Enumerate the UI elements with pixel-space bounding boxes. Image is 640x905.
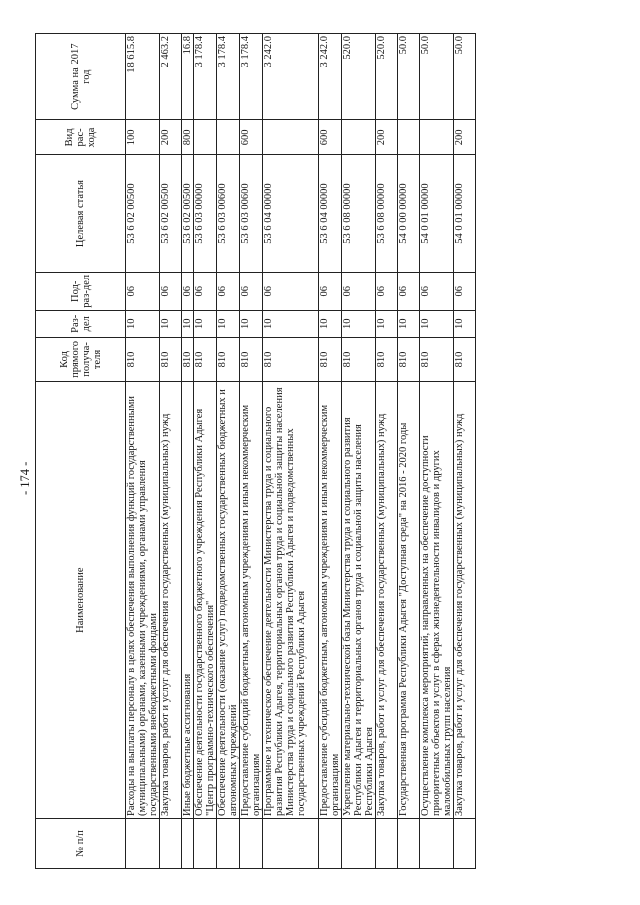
cell-num: [342, 818, 376, 868]
cell-amount: 3 178.4: [194, 34, 217, 120]
cell-code: 810: [319, 337, 342, 382]
cell-amount: 3 178.4: [217, 34, 240, 120]
cell-section: 10: [160, 310, 182, 337]
budget-table: [35, 33, 476, 869]
cell-num: [398, 818, 420, 868]
cell-num: [263, 818, 319, 868]
cell-target: 53 6 03 00600: [217, 155, 240, 272]
cell-target: 54 0 00 00000: [398, 155, 420, 272]
cell-subsection: 06: [319, 272, 342, 310]
cell-section: 10: [376, 310, 398, 337]
cell-name: Программное и техническое обеспечение деятельности Министерства труда и социального развития Республики Адыгея, территориальных органов труда и социальной защиты населения Министерства труда и социального развития Республики Адыгея и подведомственных государственных учреждений Республики Адыгея: [263, 382, 319, 819]
table-row: [319, 34, 342, 869]
cell-subsection: 06: [126, 272, 160, 310]
table-row: [126, 34, 160, 869]
table-row: [182, 34, 194, 869]
cell-num: [319, 818, 342, 868]
cell-type: [217, 120, 240, 155]
cell-type: [420, 120, 454, 155]
cell-amount: 50.0: [454, 34, 476, 120]
cell-section: 10: [182, 310, 194, 337]
cell-section: 10: [420, 310, 454, 337]
cell-subsection: 06: [420, 272, 454, 310]
table-row: [263, 34, 319, 869]
cell-amount: 3 242.0: [263, 34, 319, 120]
header-amount: Сумма на 2017 год: [36, 34, 126, 120]
cell-amount: 50.0: [420, 34, 454, 120]
cell-target: 53 6 08 00000: [342, 155, 376, 272]
cell-type: [263, 120, 319, 155]
cell-type: 200: [454, 120, 476, 155]
cell-subsection: 06: [398, 272, 420, 310]
cell-type: [194, 120, 217, 155]
cell-name: Предоставление субсидий бюджетным, автономным учреждениям и иным некоммерческим организациям: [319, 382, 342, 819]
cell-subsection: 06: [182, 272, 194, 310]
cell-subsection: 06: [454, 272, 476, 310]
cell-amount: 18 615.8: [126, 34, 160, 120]
cell-name: Обеспечение деятельности (оказание услуг) подведомственных государственных бюджетных и автономных учреждений: [217, 382, 240, 819]
cell-type: [398, 120, 420, 155]
cell-target: 53 6 03 00000: [194, 155, 217, 272]
cell-amount: 50.0: [398, 34, 420, 120]
header-name: Наименование: [36, 382, 126, 819]
cell-section: 10: [319, 310, 342, 337]
table-row: [217, 34, 240, 869]
cell-target: 54 0 01 00000: [454, 155, 476, 272]
cell-target: 53 6 02 00500: [126, 155, 160, 272]
cell-num: [420, 818, 454, 868]
cell-num: [240, 818, 263, 868]
header-code: Код прямого получа-теля: [36, 337, 126, 382]
cell-code: 810: [160, 337, 182, 382]
table-row: [160, 34, 182, 869]
header-subsection: Под-раз-дел: [36, 272, 126, 310]
table-row: [420, 34, 454, 869]
cell-subsection: 06: [217, 272, 240, 310]
cell-subsection: 06: [342, 272, 376, 310]
cell-type: 600: [240, 120, 263, 155]
table-row: [398, 34, 420, 869]
cell-name: Расходы на выплаты персоналу в целях обеспечения выполнения функций государственными (муниципальными) органами, казенными учреждениями, органами управления государственными внебюджетными фондами: [126, 382, 160, 819]
cell-name: Обеспечение деятельности государственного бюджетного учреждения Республики Адыгея "Центр программно-технического обеспечения": [194, 382, 217, 819]
cell-section: 10: [194, 310, 217, 337]
cell-amount: 16.8: [182, 34, 194, 120]
cell-code: 810: [342, 337, 376, 382]
cell-target: 54 0 01 00000: [420, 155, 454, 272]
page-number: - 174 -: [18, 461, 32, 495]
header-target: Целевая статья: [36, 155, 126, 272]
cell-code: 810: [376, 337, 398, 382]
cell-code: 810: [454, 337, 476, 382]
cell-name: Закупка товаров, работ и услуг для обеспечения государственных (муниципальных) нужд: [376, 382, 398, 819]
cell-type: [342, 120, 376, 155]
cell-section: 10: [126, 310, 160, 337]
cell-code: 810: [240, 337, 263, 382]
cell-name: Осуществление комплекса мероприятий, направленных на обеспечение доступности приоритетных объектов и услуг в сферах жизнедеятельности инвалидов и других маломобильных групп населения: [420, 382, 454, 819]
cell-section: 10: [398, 310, 420, 337]
cell-type: 800: [182, 120, 194, 155]
cell-num: [194, 818, 217, 868]
cell-name: Государственная программа Республики Адыгея "Доступная среда" на 2016 - 2020 годы: [398, 382, 420, 819]
cell-amount: 3 178.4: [240, 34, 263, 120]
table-row: [342, 34, 376, 869]
header-section: Раз-дел: [36, 310, 126, 337]
cell-type: 200: [160, 120, 182, 155]
cell-target: 53 6 04 00000: [319, 155, 342, 272]
cell-code: 810: [194, 337, 217, 382]
cell-code: 810: [217, 337, 240, 382]
cell-target: 53 6 04 00000: [263, 155, 319, 272]
cell-subsection: 06: [263, 272, 319, 310]
cell-num: [160, 818, 182, 868]
cell-type: 600: [319, 120, 342, 155]
cell-num: [376, 818, 398, 868]
table-header: [36, 34, 126, 869]
cell-code: 810: [420, 337, 454, 382]
table-row: [240, 34, 263, 869]
cell-code: 810: [398, 337, 420, 382]
cell-amount: 520.0: [376, 34, 398, 120]
cell-target: 53 6 02 00500: [160, 155, 182, 272]
cell-amount: 3 242.0: [319, 34, 342, 120]
cell-num: [217, 818, 240, 868]
cell-section: 10: [240, 310, 263, 337]
header-type: Вид рас-хода: [36, 120, 126, 155]
cell-name: Закупка товаров, работ и услуг для обеспечения государственных (муниципальных) нужд: [454, 382, 476, 819]
cell-name: Закупка товаров, работ и услуг для обеспечения государственных (муниципальных) нужд: [160, 382, 182, 819]
cell-type: 200: [376, 120, 398, 155]
cell-section: 10: [217, 310, 240, 337]
cell-name: Иные бюджетные ассигнования: [182, 382, 194, 819]
cell-amount: 2 463.2: [160, 34, 182, 120]
cell-section: 10: [263, 310, 319, 337]
cell-amount: 520.0: [342, 34, 376, 120]
table-row: [194, 34, 217, 869]
cell-name: Укрепление материально-технической базы Министерства труда и социального развития Республики Адыгея и территориальных органов труда и социальной защиты населения Республики Адыгея: [342, 382, 376, 819]
cell-num: [126, 818, 160, 868]
table-row: [454, 34, 476, 869]
cell-section: 10: [454, 310, 476, 337]
table-row: [376, 34, 398, 869]
cell-name: Предоставление субсидий бюджетным, автономным учреждениям и иным некоммерческим организациям: [240, 382, 263, 819]
cell-type: 100: [126, 120, 160, 155]
cell-subsection: 06: [194, 272, 217, 310]
cell-section: 10: [342, 310, 376, 337]
cell-target: 53 6 02 00500: [182, 155, 194, 272]
cell-num: [182, 818, 194, 868]
header-num: № п/п: [36, 818, 126, 868]
cell-target: 53 6 08 00000: [376, 155, 398, 272]
cell-subsection: 06: [160, 272, 182, 310]
cell-subsection: 06: [240, 272, 263, 310]
cell-num: [454, 818, 476, 868]
cell-target: 53 6 03 00600: [240, 155, 263, 272]
cell-code: 810: [126, 337, 160, 382]
cell-code: 810: [182, 337, 194, 382]
cell-subsection: 06: [376, 272, 398, 310]
cell-code: 810: [263, 337, 319, 382]
